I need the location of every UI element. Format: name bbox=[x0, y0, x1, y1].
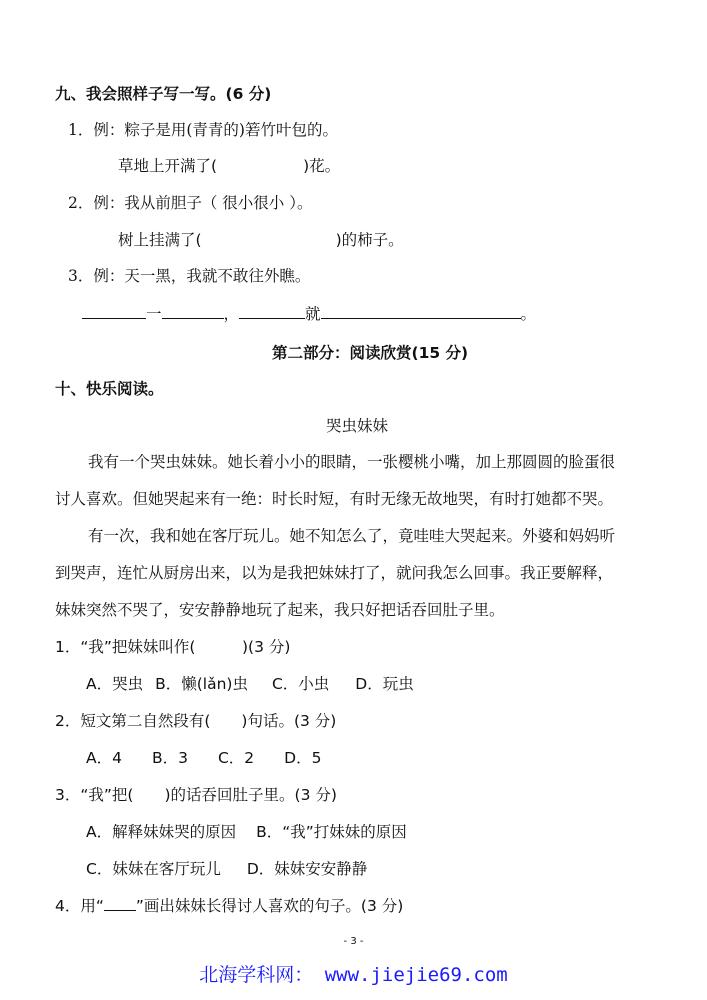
q1-option-a[interactable]: A．哭虫 bbox=[86, 675, 144, 693]
q3-option-a[interactable]: A．解释妹妹哭的原因 bbox=[86, 823, 237, 841]
q4-underline-mark bbox=[104, 897, 136, 911]
question-2-stem: 2．短文第二自然段有( )句话。(3 分) bbox=[55, 712, 337, 730]
q2-example: 2．例：我从前胆子（ 很小很小 ）。 bbox=[68, 194, 313, 212]
q3-blank-2[interactable] bbox=[162, 304, 224, 319]
q2-option-b[interactable]: B．3 bbox=[151, 749, 188, 767]
question-4-stem bbox=[55, 896, 403, 916]
q3-word-yi: 一 bbox=[146, 305, 162, 323]
q1-task-after: )花。 bbox=[303, 157, 341, 175]
question-1-stem: 1．“我”把妹妹叫作( )(3 分) bbox=[55, 638, 291, 656]
page-number: - 3 - bbox=[343, 936, 364, 947]
q3-blank-1[interactable] bbox=[82, 304, 146, 319]
q2-task-before: 树上挂满了( bbox=[118, 231, 202, 249]
section-9-heading: 九、我会照样子写一写。(6 分) bbox=[55, 85, 272, 103]
q3-option-b[interactable]: B．“我”打妹妹的原因 bbox=[256, 823, 407, 841]
question-3-stem: 3．“我”把( )的话吞回肚子里。(3 分) bbox=[55, 786, 337, 804]
q1-option-d[interactable]: D．玩虫 bbox=[355, 675, 414, 693]
question-2-options bbox=[86, 748, 321, 768]
question-3-options-row-2 bbox=[86, 859, 367, 879]
part-2-title: 第二部分：阅读欣赏(15 分) bbox=[272, 344, 469, 362]
q1-task bbox=[118, 156, 340, 176]
q3-option-d[interactable]: D．妹妹安安静静 bbox=[246, 860, 368, 878]
q1-option-c[interactable]: C．小虫 bbox=[271, 675, 330, 693]
q4-prefix: 4．用“ bbox=[55, 897, 104, 915]
q3-task bbox=[82, 304, 536, 324]
passage-line: 到哭声，连忙从厨房出来，以为是我把妹妹打了，就问我怎么回事。我正要解释， bbox=[55, 564, 614, 582]
q2-task bbox=[118, 230, 404, 250]
q3-blank-4[interactable] bbox=[321, 304, 521, 319]
q3-example: 3．例：天一黑，我就不敢往外瞧。 bbox=[68, 267, 311, 285]
q2-option-a[interactable]: A．4 bbox=[86, 749, 122, 767]
passage-title: 哭虫妹妹 bbox=[326, 417, 389, 435]
q3-comma: ， bbox=[223, 305, 240, 323]
passage-line: 妹妹突然不哭了，安安静静地玩了起来，我只好把话吞回肚子里。 bbox=[55, 601, 505, 619]
q1-option-b[interactable]: B．懒(lǎn)虫 bbox=[155, 675, 248, 693]
q3-period: 。 bbox=[520, 305, 537, 323]
passage-line: 我有一个哭虫妹妹。她长着小小的眼睛，一张樱桃小嘴，加上那圆圆的脸蛋很 bbox=[88, 453, 616, 471]
question-3-options-row-1 bbox=[86, 822, 407, 842]
q3-blank-3[interactable] bbox=[239, 304, 305, 319]
q2-option-c[interactable]: C．2 bbox=[217, 749, 255, 767]
q1-example: 1．例：粽子是用(青青的)箬竹叶包的。 bbox=[68, 121, 338, 139]
q1-task-before: 草地上开满了( bbox=[118, 157, 218, 175]
question-1-options bbox=[86, 674, 414, 694]
q4-suffix: ”画出妹妹长得讨人喜欢的句子。(3 分) bbox=[135, 897, 404, 915]
q3-option-c[interactable]: C．妹妹在客厅玩儿 bbox=[86, 860, 221, 878]
section-10-heading: 十、快乐阅读。 bbox=[55, 380, 164, 398]
q2-option-d[interactable]: D．5 bbox=[284, 749, 322, 767]
q3-word-jiu: 就 bbox=[305, 305, 321, 323]
watermark: 北海学科网： www.jiejie69.com bbox=[199, 964, 508, 986]
passage-line: 讨人喜欢。但她哭起来有一绝：时长时短，有时无缘无故地哭，有时打她都不哭。 bbox=[55, 490, 614, 508]
passage-line: 有一次，我和她在客厅玩儿。她不知怎么了，竟哇哇大哭起来。外婆和妈妈听 bbox=[88, 527, 616, 545]
q2-task-after: )的柿子。 bbox=[335, 231, 404, 249]
